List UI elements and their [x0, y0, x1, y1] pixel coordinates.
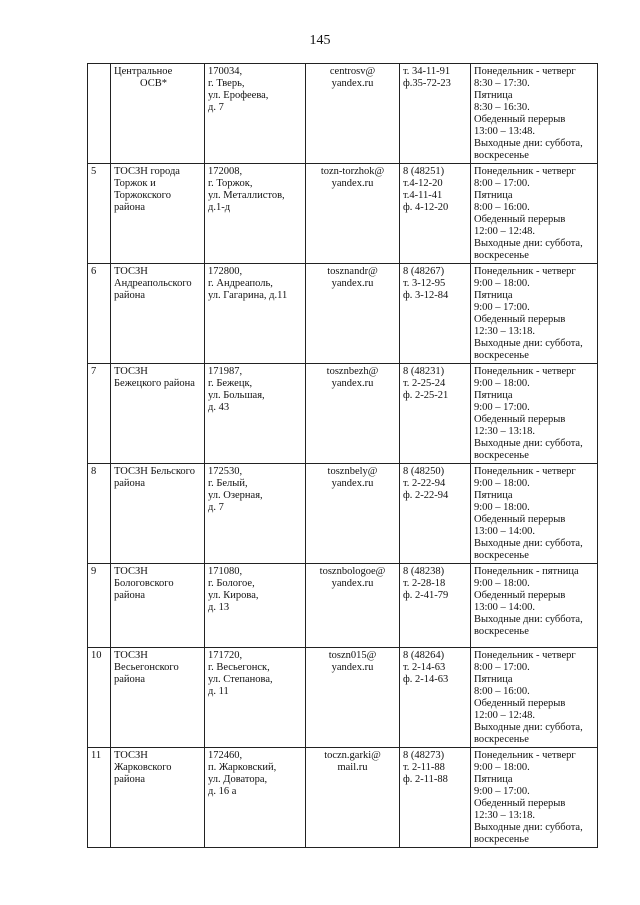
office-hours-line: Обеденный перерыв [474, 798, 566, 809]
office-hours-line: Выходные дни: суббота, [474, 438, 583, 449]
office-name-line: Жарковского [114, 762, 172, 773]
office-name-line: района [114, 290, 146, 301]
table-row [88, 648, 598, 748]
table-row [88, 164, 598, 264]
office-address-cell [205, 364, 306, 464]
office-email-line: tosznbezh@ [326, 366, 379, 377]
office-hours-line: 8:00 – 17:00. [474, 178, 530, 189]
office-hours-line: Понедельник - четверг [474, 650, 576, 661]
office-phone-line: т. 34-11-91 [403, 66, 451, 77]
office-hours-line: 9:00 – 17:00. [474, 786, 530, 797]
office-address-line: ул. Ерофеева, [208, 90, 269, 101]
table-row [88, 564, 598, 648]
office-hours-line: 8:30 – 17:30. [474, 78, 530, 89]
office-name-cell [111, 164, 205, 264]
office-hours-cell [471, 748, 598, 848]
office-address-line: г. Торжок, [208, 178, 253, 189]
office-phone-line: т. 2-25-24 [403, 378, 446, 389]
office-address-line: д. 7 [208, 502, 224, 513]
office-email-cell [306, 648, 400, 748]
office-name-line: Торжокского [114, 190, 171, 201]
office-address-line: ул. Степанова, [208, 674, 273, 685]
office-phone-line: ф. 2-11-88 [403, 774, 448, 785]
office-address-line: п. Жарковский, [208, 762, 277, 773]
office-address-line: д. 13 [208, 602, 230, 613]
office-address-line: 172460, [208, 750, 243, 761]
office-phone-line: 8 (48273) [403, 750, 445, 761]
office-hours-line: 12:30 – 13:18. [474, 810, 535, 821]
office-phone-cell [400, 264, 471, 364]
office-name-cell [111, 64, 205, 164]
office-email-line: yandex.ru [331, 278, 374, 289]
office-address-cell [205, 464, 306, 564]
office-hours-line: Обеденный перерыв [474, 214, 566, 225]
office-hours-cell [471, 164, 598, 264]
office-hours-line: 9:00 – 17:00. [474, 402, 530, 413]
office-hours-line: 9:00 – 18:00. [474, 762, 530, 773]
office-email-cell [306, 564, 400, 648]
office-hours-line: Понедельник - четверг [474, 66, 576, 77]
office-hours-line: Обеденный перерыв [474, 514, 566, 525]
office-address-line: д.1-д [208, 202, 231, 213]
office-address-line: г. Бежецк, [208, 378, 253, 389]
office-email-cell [306, 748, 400, 848]
office-phone-cell [400, 648, 471, 748]
row-number-cell [88, 164, 111, 264]
office-phone-cell [400, 364, 471, 464]
office-phone-line: т.4-12-20 [403, 178, 443, 189]
office-phone-cell [400, 464, 471, 564]
office-address-line: 172008, [208, 166, 243, 177]
office-address-line: д. 43 [208, 402, 230, 413]
office-hours-line: Понедельник - четверг [474, 266, 576, 277]
office-hours-line: 9:00 – 18:00. [474, 378, 530, 389]
office-hours-line: 8:00 – 16:00. [474, 202, 530, 213]
office-email-line: yandex.ru [331, 578, 374, 589]
office-hours-line: 12:00 – 12:48. [474, 710, 535, 721]
office-hours-line: 12:30 – 13:18. [474, 426, 535, 437]
table-row [88, 748, 598, 848]
office-email-line: mail.ru [337, 762, 368, 773]
office-hours-line: Обеденный перерыв [474, 414, 566, 425]
office-hours-line: Выходные дни: суббота, [474, 822, 583, 833]
row-number-cell [88, 748, 111, 848]
office-hours-line: Выходные дни: суббота, [474, 238, 583, 249]
office-email-line: yandex.ru [331, 478, 374, 489]
office-hours-line: Понедельник - пятница [474, 566, 579, 577]
office-hours-line: 8:00 – 17:00. [474, 662, 530, 673]
office-email-line: toczn.garki@ [324, 750, 381, 761]
row-number: 5 [91, 166, 97, 177]
office-name-line: ТОСЗН [114, 566, 148, 577]
office-hours-line: 12:00 – 12:48. [474, 226, 535, 237]
office-hours-line: Выходные дни: суббота, [474, 538, 583, 549]
row-number-cell [88, 264, 111, 364]
office-email-cell [306, 264, 400, 364]
office-name-line: района [114, 590, 146, 601]
office-address-cell [205, 748, 306, 848]
office-hours-line: Пятница [474, 774, 513, 785]
office-phone-line: т. 2-28-18 [403, 578, 446, 589]
office-address-line: ул. Доватора, [208, 774, 268, 785]
page-number: 145 [309, 33, 331, 48]
office-name-cell [111, 648, 205, 748]
row-number: 10 [91, 650, 102, 661]
office-address-line: ул. Металлистов, [208, 190, 285, 201]
office-address-line: г. Весьегонск, [208, 662, 270, 673]
row-number-cell [88, 564, 111, 648]
table-row [88, 64, 598, 164]
office-address-cell [205, 64, 306, 164]
office-email-line: tosznbely@ [327, 466, 378, 477]
office-hours-line: воскресенье [474, 626, 529, 637]
office-address-line: ул. Большая, [208, 390, 265, 401]
office-email-cell [306, 64, 400, 164]
office-hours-cell [471, 64, 598, 164]
office-email-cell [306, 464, 400, 564]
office-hours-line: Обеденный перерыв [474, 314, 566, 325]
office-hours-line: 12:30 – 13:18. [474, 326, 535, 337]
office-email-cell [306, 364, 400, 464]
office-email-line: yandex.ru [331, 178, 374, 189]
office-hours-line: воскресенье [474, 250, 529, 261]
office-name-line: ТОСЗН [114, 266, 148, 277]
office-name-line: района [114, 674, 146, 685]
office-hours-cell [471, 364, 598, 464]
office-hours-line: воскресенье [474, 350, 529, 361]
office-hours-line: Выходные дни: суббота, [474, 338, 583, 349]
office-email-line: centrosv@ [329, 66, 376, 77]
office-hours-line: воскресенье [474, 834, 529, 845]
office-phone-line: ф. 2-41-79 [403, 590, 449, 601]
office-hours-line: Пятница [474, 290, 513, 301]
office-hours-line: 9:00 – 17:00. [474, 302, 530, 313]
office-phone-line: 8 (48264) [403, 650, 445, 661]
office-phone-cell [400, 64, 471, 164]
office-hours-line: Выходные дни: суббота, [474, 614, 583, 625]
office-name-line: ТОСЗН Бельского [114, 466, 195, 477]
row-number-cell [88, 364, 111, 464]
office-email-line: yandex.ru [331, 378, 374, 389]
office-phone-line: 8 (48231) [403, 366, 445, 377]
office-address-line: д. 7 [208, 102, 224, 113]
office-phone-line: т. 2-22-94 [403, 478, 446, 489]
office-name-cell [111, 564, 205, 648]
office-email-line: yandex.ru [331, 78, 374, 89]
office-hours-line: Обеденный перерыв [474, 698, 566, 709]
office-hours-line: 13:00 – 14:00. [474, 526, 535, 537]
office-address-line: 171720, [208, 650, 243, 661]
office-phone-line: ф. 3-12-84 [403, 290, 449, 301]
office-hours-line: Пятница [474, 190, 513, 201]
office-hours-line: воскресенье [474, 150, 529, 161]
office-name-line: района [114, 202, 146, 213]
office-phone-line: ф. 2-25-21 [403, 390, 449, 401]
office-name-line: ТОСЗН [114, 366, 148, 377]
table-row [88, 364, 598, 464]
office-name-line: Торжок и [114, 178, 156, 189]
office-phone-cell [400, 748, 471, 848]
office-name-line: ТОСЗН [114, 750, 148, 761]
office-name-cell [111, 264, 205, 364]
office-name-line: Бологовского [114, 578, 174, 589]
office-phone-line: т. 3-12-95 [403, 278, 446, 289]
office-hours-cell [471, 564, 598, 648]
office-address-cell [205, 648, 306, 748]
office-address-cell [205, 164, 306, 264]
table-body [88, 64, 598, 848]
office-phone-line: ф. 2-22-94 [403, 490, 449, 501]
office-hours-line: Понедельник - четверг [474, 466, 576, 477]
office-hours-line: Выходные дни: суббота, [474, 138, 583, 149]
office-name-cell [111, 464, 205, 564]
office-phone-cell [400, 164, 471, 264]
office-hours-line: воскресенье [474, 450, 529, 461]
office-address-line: г. Бологое, [208, 578, 255, 589]
office-address-line: ул. Гагарина, д.11 [208, 290, 288, 301]
office-name-line: Центральное [114, 66, 173, 77]
office-hours-line: воскресенье [474, 550, 529, 561]
office-phone-line: т.4-11-41 [403, 190, 443, 201]
office-phone-line: т. 2-11-88 [403, 762, 445, 773]
table-row [88, 464, 598, 564]
office-hours-line: Пятница [474, 90, 513, 101]
office-address-line: 172530, [208, 466, 243, 477]
office-phone-line: ф. 4-12-20 [403, 202, 449, 213]
office-name-line: ОСВ* [140, 78, 167, 89]
office-email-line: toszn015@ [328, 650, 377, 661]
row-number: 6 [91, 266, 97, 277]
office-address-cell [205, 564, 306, 648]
office-address-cell [205, 264, 306, 364]
office-phone-line: 8 (48250) [403, 466, 445, 477]
office-phone-line: 8 (48238) [403, 566, 445, 577]
office-phone-cell [400, 564, 471, 648]
office-hours-line: 8:30 – 16:30. [474, 102, 530, 113]
row-number: 9 [91, 566, 97, 577]
office-email-line: tosznandr@ [327, 266, 378, 277]
office-name-cell [111, 748, 205, 848]
office-hours-line: 13:00 – 13:48. [474, 126, 535, 137]
office-hours-line: Пятница [474, 674, 513, 685]
office-hours-line: Понедельник - четверг [474, 166, 576, 177]
office-hours-line: Пятница [474, 390, 513, 401]
office-name-line: ТОСЗН [114, 650, 148, 661]
office-hours-line: Обеденный перерыв [474, 114, 566, 125]
office-address-line: г. Тверь, [208, 78, 245, 89]
office-address-line: г. Андреаполь, [208, 278, 273, 289]
office-name-line: Весьегонского [114, 662, 179, 673]
office-hours-line: Обеденный перерыв [474, 590, 566, 601]
office-name-cell [111, 364, 205, 464]
office-hours-line: 13:00 – 14:00. [474, 602, 535, 613]
office-email-line: tosznbologoe@ [319, 566, 386, 577]
office-hours-cell [471, 648, 598, 748]
office-name-line: Андреапольского [114, 278, 192, 289]
office-hours-line: воскресенье [474, 734, 529, 745]
office-hours-line: 9:00 – 18:00. [474, 502, 530, 513]
row-number: 7 [91, 366, 97, 377]
office-name-line: района [114, 478, 146, 489]
office-hours-line: 9:00 – 18:00. [474, 578, 530, 589]
offices-table [87, 63, 598, 848]
row-number-cell [88, 648, 111, 748]
office-email-cell [306, 164, 400, 264]
office-hours-line: 9:00 – 18:00. [474, 478, 530, 489]
office-email-line: yandex.ru [331, 662, 374, 673]
office-address-line: г. Белый, [208, 478, 248, 489]
office-address-line: 171080, [208, 566, 243, 577]
office-phone-line: 8 (48251) [403, 166, 445, 177]
office-address-line: ул. Кирова, [208, 590, 259, 601]
office-address-line: д. 16 а [208, 786, 237, 797]
row-number-cell [88, 464, 111, 564]
row-number: 8 [91, 466, 97, 477]
office-name-line: района [114, 774, 146, 785]
office-address-line: 170034, [208, 66, 243, 77]
office-address-line: 172800, [208, 266, 243, 277]
office-address-line: 171987, [208, 366, 243, 377]
office-name-line: ТОСЗН города [114, 166, 180, 177]
row-number-cell [88, 64, 111, 164]
office-address-line: д. 11 [208, 686, 229, 697]
row-number: 11 [91, 750, 102, 761]
table-row [88, 264, 598, 364]
office-name-line: Бежецкого района [114, 378, 195, 389]
office-phone-line: 8 (48267) [403, 266, 445, 277]
office-hours-line: 9:00 – 18:00. [474, 278, 530, 289]
office-email-line: tozn-torzhok@ [320, 166, 385, 177]
office-hours-line: Пятница [474, 490, 513, 501]
office-hours-cell [471, 464, 598, 564]
office-hours-cell [471, 264, 598, 364]
office-phone-line: ф. 2-14-63 [403, 674, 449, 685]
office-address-line: ул. Озерная, [208, 490, 263, 501]
office-hours-line: Выходные дни: суббота, [474, 722, 583, 733]
office-hours-line: Понедельник - четверг [474, 366, 576, 377]
office-phone-line: т. 2-14-63 [403, 662, 446, 673]
office-hours-line: 8:00 – 16:00. [474, 686, 530, 697]
office-phone-line: ф.35-72-23 [403, 78, 451, 89]
office-hours-line: Понедельник - четверг [474, 750, 576, 761]
